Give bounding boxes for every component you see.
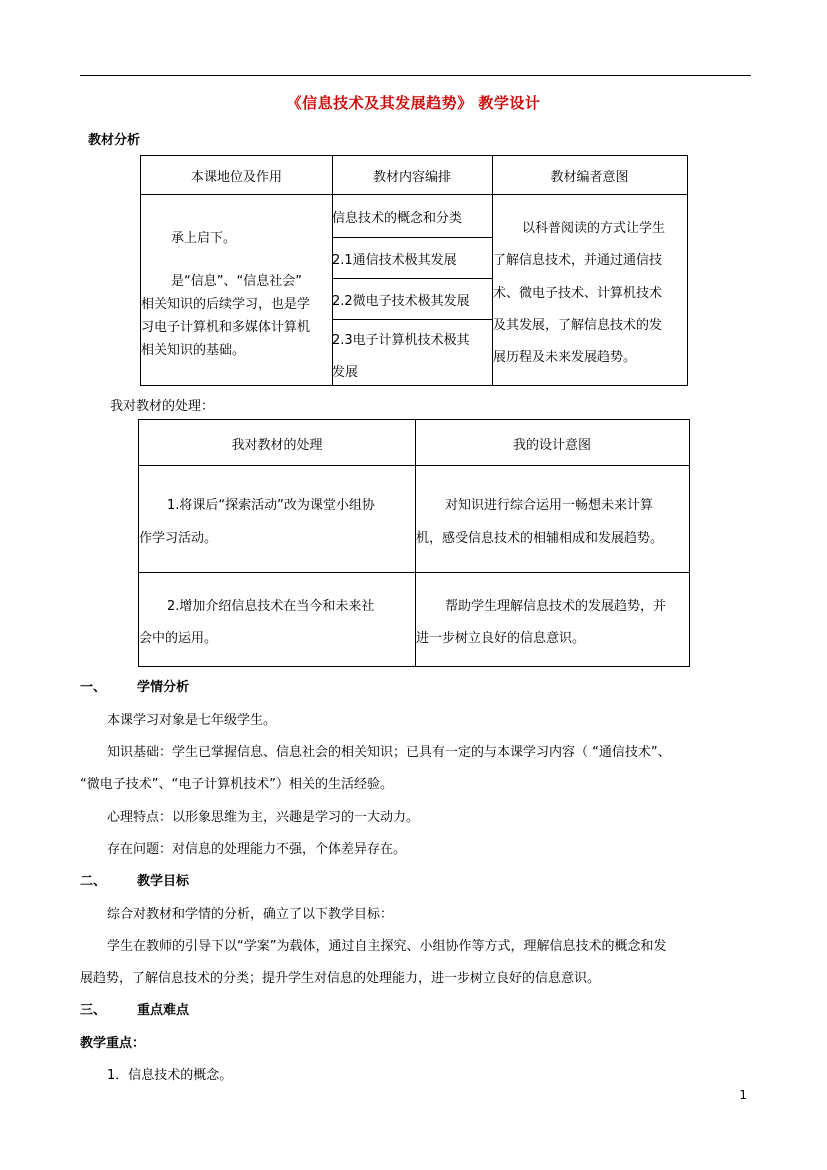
- table2-row2-right-line: 进一步树立良好的信息意识。: [416, 631, 586, 646]
- table1-content-item: 2.3电子计算机技术极其: [332, 333, 470, 348]
- table1-col1-line: 承上启下。: [171, 231, 237, 246]
- section-2-paragraph: 学生在教师的引导下以“学案”为载体，通过自主探究、小组协作等方式，理解信息技术的概念和发: [107, 939, 667, 954]
- section-2-paragraph: 综合对教材和学情的分析，确立了以下教学目标：: [107, 907, 394, 922]
- table2-row2-right-line: 帮助学生理解信息技术的发展趋势，并: [445, 599, 667, 614]
- table1-content-item: 信息技术的概念和分类: [332, 211, 463, 226]
- section-1-paragraph: 知识基础：学生已掌握信息、信息社会的相关知识；已具有一定的与本课学习内容（ “通信技术”、: [107, 745, 671, 760]
- table1-content-item: 2.1通信技术极其发展: [332, 253, 457, 268]
- textbook-processing-table: [138, 419, 690, 667]
- section-1-paragraph: 存在问题：对信息的处理能力不强，个体差异存在。: [107, 842, 407, 857]
- table1-col3-line: 术、微电子技术、计算机技术: [493, 286, 663, 301]
- table1-col1-line: 是“信息”、“信息社会”: [171, 274, 302, 289]
- table1-col1-line: 相关知识的后续学习，也是学: [141, 297, 311, 312]
- table2-row1-right-line: 对知识进行综合运用一畅想未来计算: [445, 498, 654, 513]
- section-3-title: 重点难点: [137, 1003, 190, 1018]
- section-1-number: 一、: [80, 680, 107, 695]
- section-1-paragraph: 心理特点：以形象思维为主，兴趣是学习的一大动力。: [107, 810, 420, 825]
- table1-header-position: 本课地位及作用: [190, 170, 282, 185]
- section-2-title: 教学目标: [137, 874, 190, 889]
- table1-header-content: 教材内容编排: [372, 170, 451, 185]
- table1-col1-line: 相关知识的基础。: [141, 343, 246, 358]
- table1-col3-line: 以科普阅读的方式让学生: [522, 221, 666, 236]
- textbook-analysis-table: [140, 155, 688, 386]
- table1-col3-line: 展历程及未来发展趋势。: [493, 350, 637, 365]
- key-points-label: 教学重点：: [80, 1036, 146, 1051]
- key-point-item: 1．信息技术的概念。: [107, 1068, 233, 1083]
- table1-content-item: 2.2微电子技术极其发展: [332, 294, 470, 309]
- table2-row1-left-line: 作学习活动。: [139, 531, 218, 546]
- table2-row1-right-line: 机，感受信息技术的相辅相成和发展趋势。: [416, 531, 664, 546]
- processing-label: 我对教材的处理：: [110, 399, 215, 414]
- table2-header-intent: 我的设计意图: [512, 438, 591, 453]
- section-3-number: 三、: [80, 1003, 107, 1018]
- section-1-paragraph: 本课学习对象是七年级学生。: [107, 713, 277, 728]
- table2-header-processing: 我对教材的处理: [231, 438, 323, 453]
- section-2-paragraph: 展趋势，了解信息技术的分类；提升学生对信息的处理能力，进一步树立良好的信息意识。: [80, 971, 601, 986]
- section-heading-textbook: 教材分析: [88, 133, 141, 148]
- table2-row2-left-line: 2.增加介绍信息技术在当今和未来社: [167, 599, 375, 614]
- table2-row1-left-line: 1.将课后“探索活动”改为课堂小组协: [167, 498, 375, 513]
- section-2-number: 二、: [80, 874, 107, 889]
- document-title: 《信息技术及其发展趋势》 教学设计: [286, 94, 541, 112]
- table1-col1-line: 习电子计算机和多媒体计算机: [141, 320, 311, 335]
- page-number: 1: [739, 1088, 747, 1102]
- table1-col3-line: 及其发展，了解信息技术的发: [493, 318, 663, 333]
- section-1-title: 学情分析: [137, 680, 190, 695]
- table2-row2-left-line: 会中的运用。: [139, 631, 218, 646]
- table1-content-item: 发展: [332, 365, 359, 380]
- table1-header-intent: 教材编者意图: [550, 170, 629, 185]
- table1-col3-line: 了解信息技术，并通过通信技: [493, 253, 663, 268]
- section-1-paragraph: “微电子技术”、“电子计算机技术”）相关的生活经验。: [80, 777, 393, 792]
- header-rule: [80, 75, 751, 76]
